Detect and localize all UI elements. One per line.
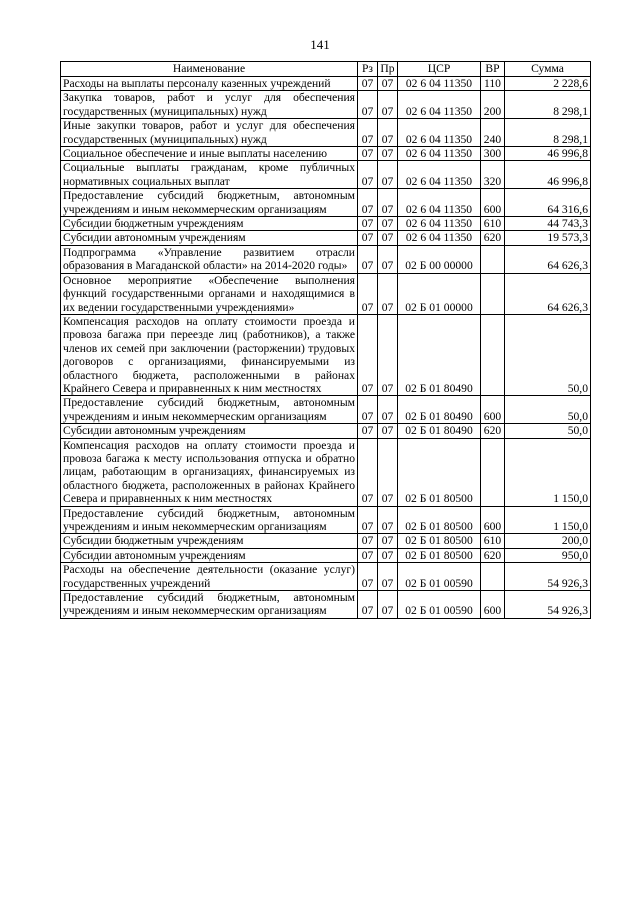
row-sum: 1 150,0 <box>505 438 591 506</box>
row-vr: 600 <box>481 506 505 534</box>
table-row <box>61 161 591 189</box>
row-csr: 02 6 04 11350 <box>398 77 481 91</box>
row-csr: 02 Б 01 00000 <box>398 273 481 314</box>
row-sum: 2 228,6 <box>505 77 591 91</box>
table-row <box>61 563 591 591</box>
row-sum: 54 926,3 <box>505 591 591 619</box>
row-vr: 240 <box>481 119 505 147</box>
row-csr: 02 Б 01 80490 <box>398 424 481 438</box>
table-row <box>61 217 591 231</box>
header-csr: ЦСР <box>398 62 481 77</box>
table-row <box>61 548 591 562</box>
row-csr: 02 Б 01 80500 <box>398 506 481 534</box>
row-rz: 07 <box>358 231 378 245</box>
row-name: Основное мероприятие «Обеспечение выполнения функций государственными органами и находящимися в их ведении государственными учреждениями» <box>61 273 358 314</box>
row-name: Закупка товаров, работ и услуг для обеспечения государственных (муниципальных) нужд <box>61 91 358 119</box>
row-rz: 07 <box>358 424 378 438</box>
row-vr <box>481 273 505 314</box>
row-name: Субсидии автономным учреждениям <box>61 424 358 438</box>
row-vr <box>481 245 505 273</box>
row-name: Компенсация расходов на оплату стоимости проезда и провоза багажа к месту использования отпуска и обратно лицам, работающим в организациях, финансируемых из областного бюджета, расположенных в районах Крайнего Севера и приравненных к ним местностях <box>61 438 358 506</box>
table-row <box>61 534 591 548</box>
row-vr: 620 <box>481 548 505 562</box>
header-vr: ВР <box>481 62 505 77</box>
row-name: Подпрограмма «Управление развитием отрасли образования в Магаданской области» на 2014-2020 годы» <box>61 245 358 273</box>
row-pr: 07 <box>378 563 398 591</box>
row-pr: 07 <box>378 548 398 562</box>
row-vr: 200 <box>481 91 505 119</box>
row-sum: 50,0 <box>505 396 591 424</box>
row-name: Субсидии бюджетным учреждениям <box>61 534 358 548</box>
row-csr: 02 6 04 11350 <box>398 161 481 189</box>
row-sum: 46 996,8 <box>505 161 591 189</box>
row-rz: 07 <box>358 396 378 424</box>
row-sum: 200,0 <box>505 534 591 548</box>
row-name: Предоставление субсидий бюджетным, автономным учреждениям и иным некоммерческим организациям <box>61 506 358 534</box>
page-number: 141 <box>310 37 330 52</box>
row-csr: 02 Б 01 80490 <box>398 314 481 395</box>
row-pr: 07 <box>378 189 398 217</box>
row-rz: 07 <box>358 119 378 147</box>
header-rz: Рз <box>358 62 378 77</box>
row-rz: 07 <box>358 591 378 619</box>
row-sum: 950,0 <box>505 548 591 562</box>
row-sum: 64 316,6 <box>505 189 591 217</box>
row-name: Субсидии бюджетным учреждениям <box>61 217 358 231</box>
header-sum: Сумма <box>505 62 591 77</box>
table-row <box>61 273 591 314</box>
row-csr: 02 Б 01 80490 <box>398 396 481 424</box>
row-vr: 320 <box>481 161 505 189</box>
row-rz: 07 <box>358 314 378 395</box>
row-vr: 620 <box>481 424 505 438</box>
row-sum: 54 926,3 <box>505 563 591 591</box>
table-row <box>61 91 591 119</box>
budget-table <box>60 61 591 619</box>
row-csr: 02 Б 01 80500 <box>398 548 481 562</box>
table-row <box>61 245 591 273</box>
row-sum: 8 298,1 <box>505 119 591 147</box>
table-row <box>61 119 591 147</box>
table-row <box>61 314 591 395</box>
row-vr <box>481 563 505 591</box>
row-pr: 07 <box>378 245 398 273</box>
row-pr: 07 <box>378 91 398 119</box>
row-csr: 02 Б 01 80500 <box>398 438 481 506</box>
row-csr: 02 6 04 11350 <box>398 91 481 119</box>
row-csr: 02 6 04 11350 <box>398 119 481 147</box>
row-pr: 07 <box>378 231 398 245</box>
row-rz: 07 <box>358 245 378 273</box>
row-rz: 07 <box>358 506 378 534</box>
row-vr: 600 <box>481 189 505 217</box>
row-vr: 610 <box>481 217 505 231</box>
row-vr: 110 <box>481 77 505 91</box>
row-vr: 620 <box>481 231 505 245</box>
row-pr: 07 <box>378 314 398 395</box>
table-row <box>61 231 591 245</box>
header-name: Наименование <box>61 62 358 77</box>
row-pr: 07 <box>378 438 398 506</box>
row-csr: 02 6 04 11350 <box>398 231 481 245</box>
row-rz: 07 <box>358 161 378 189</box>
row-csr: 02 6 04 11350 <box>398 189 481 217</box>
table-row <box>61 438 591 506</box>
row-rz: 07 <box>358 273 378 314</box>
header-pr: Пр <box>378 62 398 77</box>
table-body <box>61 77 591 619</box>
row-name: Социальное обеспечение и иные выплаты населению <box>61 147 358 161</box>
row-rz: 07 <box>358 563 378 591</box>
table-row <box>61 189 591 217</box>
row-csr: 02 6 04 11350 <box>398 147 481 161</box>
row-name: Расходы на обеспечение деятельности (оказание услуг) государственных учреждений <box>61 563 358 591</box>
row-vr: 610 <box>481 534 505 548</box>
row-rz: 07 <box>358 189 378 217</box>
row-sum: 64 626,3 <box>505 245 591 273</box>
row-rz: 07 <box>358 548 378 562</box>
table-row <box>61 506 591 534</box>
row-vr: 300 <box>481 147 505 161</box>
row-vr <box>481 314 505 395</box>
row-sum: 1 150,0 <box>505 506 591 534</box>
row-name: Иные закупки товаров, работ и услуг для обеспечения государственных (муниципальных) нужд <box>61 119 358 147</box>
row-pr: 07 <box>378 506 398 534</box>
row-sum: 64 626,3 <box>505 273 591 314</box>
row-csr: 02 Б 01 00590 <box>398 591 481 619</box>
table-header-row <box>61 62 591 77</box>
row-pr: 07 <box>378 396 398 424</box>
row-rz: 07 <box>358 534 378 548</box>
table-row <box>61 396 591 424</box>
row-sum: 50,0 <box>505 424 591 438</box>
row-sum: 44 743,3 <box>505 217 591 231</box>
row-name: Компенсация расходов на оплату стоимости проезда и провоза багажа при переезде лиц (работников), а также членов их семей при заключении (расторжении) трудовых договоров с организациями, финансируемыми из областного бюджета, расположенными в районах Крайнего Севера и приравненных к ним местностях <box>61 314 358 395</box>
table-row <box>61 77 591 91</box>
row-pr: 07 <box>378 424 398 438</box>
row-pr: 07 <box>378 273 398 314</box>
row-sum: 19 573,3 <box>505 231 591 245</box>
row-rz: 07 <box>358 77 378 91</box>
row-sum: 50,0 <box>505 314 591 395</box>
row-sum: 8 298,1 <box>505 91 591 119</box>
row-pr: 07 <box>378 591 398 619</box>
table-row <box>61 591 591 619</box>
table-row <box>61 424 591 438</box>
row-rz: 07 <box>358 438 378 506</box>
row-pr: 07 <box>378 161 398 189</box>
row-csr: 02 Б 00 00000 <box>398 245 481 273</box>
row-vr: 600 <box>481 396 505 424</box>
row-pr: 07 <box>378 147 398 161</box>
row-csr: 02 Б 01 00590 <box>398 563 481 591</box>
row-name: Расходы на выплаты персоналу казенных учреждений <box>61 77 358 91</box>
row-sum: 46 996,8 <box>505 147 591 161</box>
row-name: Предоставление субсидий бюджетным, автономным учреждениям и иным некоммерческим организациям <box>61 189 358 217</box>
row-name: Социальные выплаты гражданам, кроме публичных нормативных социальных выплат <box>61 161 358 189</box>
row-name: Предоставление субсидий бюджетным, автономным учреждениям и иным некоммерческим организациям <box>61 396 358 424</box>
row-csr: 02 Б 01 80500 <box>398 534 481 548</box>
row-rz: 07 <box>358 217 378 231</box>
row-rz: 07 <box>358 91 378 119</box>
row-name: Субсидии автономным учреждениям <box>61 231 358 245</box>
row-vr <box>481 438 505 506</box>
row-csr: 02 6 04 11350 <box>398 217 481 231</box>
table-row <box>61 147 591 161</box>
row-pr: 07 <box>378 77 398 91</box>
row-rz: 07 <box>358 147 378 161</box>
row-pr: 07 <box>378 119 398 147</box>
row-pr: 07 <box>378 217 398 231</box>
row-name: Субсидии автономным учреждениям <box>61 548 358 562</box>
row-pr: 07 <box>378 534 398 548</box>
row-vr: 600 <box>481 591 505 619</box>
row-name: Предоставление субсидий бюджетным, автономным учреждениям и иным некоммерческим организациям <box>61 591 358 619</box>
